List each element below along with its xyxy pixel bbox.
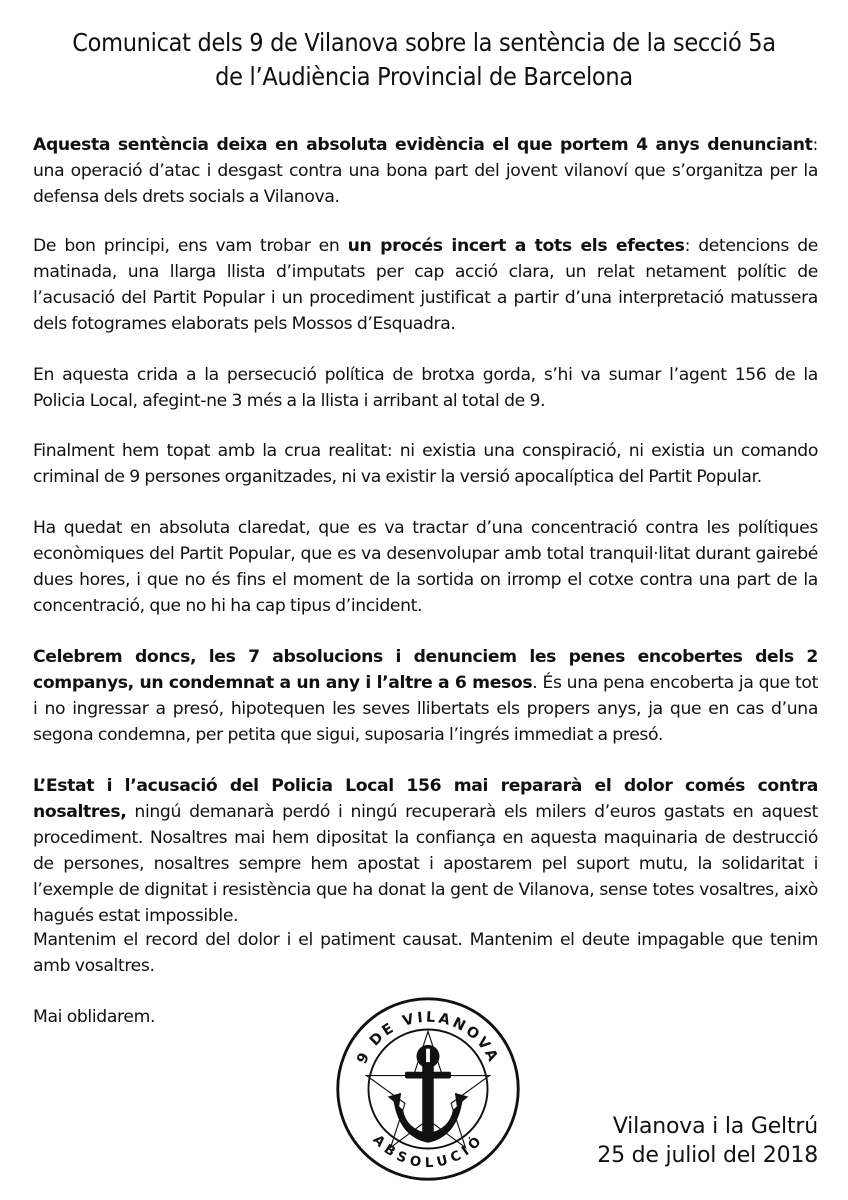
signature-place: Vilanova i la Geltrú (612, 1114, 818, 1139)
paragraph-1-bold: Aquesta sentència deixa en absoluta evidència el que portem 4 anys denunciant (33, 135, 813, 155)
paragraph-5: Ha quedat en absoluta claredat, que es va tractar d’una concentració contra les polítiques econòmiques del Partit Popular, que es va desenvolupar amb total tranquil·litat durant gairebé dues hores, i que no és fins el moment de la sortida on irromp el cotxe contra una part de la concentració, que no hi ha cap tipus d’incident. (33, 518, 818, 616)
paragraph-3: En aquesta crida a la persecució política de brotxa gorda, s’hi va sumar l’agent 156 de la Policia Local, afegint-ne 3 més a la llista i arribant al total de 9. (33, 365, 818, 411)
title-line-2: de l’Audiència Provincial de Barcelona (215, 62, 633, 91)
paragraph-7-bold: L’Estat i l’acusació del Policia Local 156 mai repararà el dolor comés contra nosaltres, (33, 776, 818, 822)
paragraph-1 (33, 132, 818, 210)
signature-date: 25 de juliol del 2018 (597, 1143, 818, 1168)
seal-top-text: 9 DE VILANOVA (354, 1009, 502, 1067)
paragraph-2 (33, 233, 818, 337)
title-line-1: Comunicat dels 9 de Vilanova sobre la sentència de la secció 5a (72, 28, 776, 57)
paragraph-7-text: ningú demanarà perdó i ningú recuperarà els milers d’euros gastats en aquest procediment. Nosaltres mai hem dipositat la confiança en aquesta maquinaria de destrucció de persones, nosaltres sempre hem apostat i apostarem pel suport mutu, la solidaritat i l’exemple de dignitat i resistència que ha donat la gent de Vilanova, sense totes vosaltres, això hagués estat impossible. (33, 802, 818, 926)
paragraph-7 (33, 773, 818, 929)
paragraph-4: Finalment hem topat amb la crua realitat: ni existia una conspiració, ni existia un comando criminal de 9 persones organitzades, ni va existir la versió apocalíptica del Partit Popular. (33, 441, 818, 487)
paragraph-6-text: . És una pena encoberta ja que tot i no ingressar a presó, hipotequen les seves llibertats els propers anys, ja que en cas d’una segona condemna, per petita que sigui, suposaria l’ingrés immediat a presó. (33, 673, 818, 745)
anchor-star-icon (332, 993, 524, 1185)
paragraph-2-text-a: De bon principi, ens vam trobar en (33, 236, 348, 256)
paragraph-2-text-b: : detencions de matinada, una llarga llista d’imputats per cap acció clara, un relat netament polític de l’acusació del Partit Popular i un procediment justificat a partir d’una interpretació matussera dels fotogrames elaborats pels Mossos d’Esquadra. (33, 236, 819, 334)
anchor-shank (422, 1066, 434, 1137)
paragraph-9: Mai oblidarem. (33, 1007, 156, 1027)
paragraph-6-bold: Celebrem doncs, les 7 absolucions i denunciem les penes encobertes dels 2 companys, un condemnat a un any i l’altre a 6 mesos (33, 647, 818, 693)
anchor-icon (388, 1045, 469, 1143)
paragraph-8: Mantenim el record del dolor i el patiment causat. Mantenim el deute impagable que tenim amb vosaltres. (33, 930, 818, 976)
seal-bottom-text: ABSOLUCIÓ (369, 1132, 487, 1172)
paragraph-2-bold: un procés incert a tots els efectes (347, 236, 685, 256)
signature (597, 1112, 818, 1170)
paragraph-6 (33, 644, 818, 748)
document-title (0, 26, 848, 94)
paragraph-1-text: : una operació d’atac i desgast contra una bona part del jovent vilanoví que s’organitza per la defensa dels drets socials a Vilanova. (33, 135, 818, 207)
